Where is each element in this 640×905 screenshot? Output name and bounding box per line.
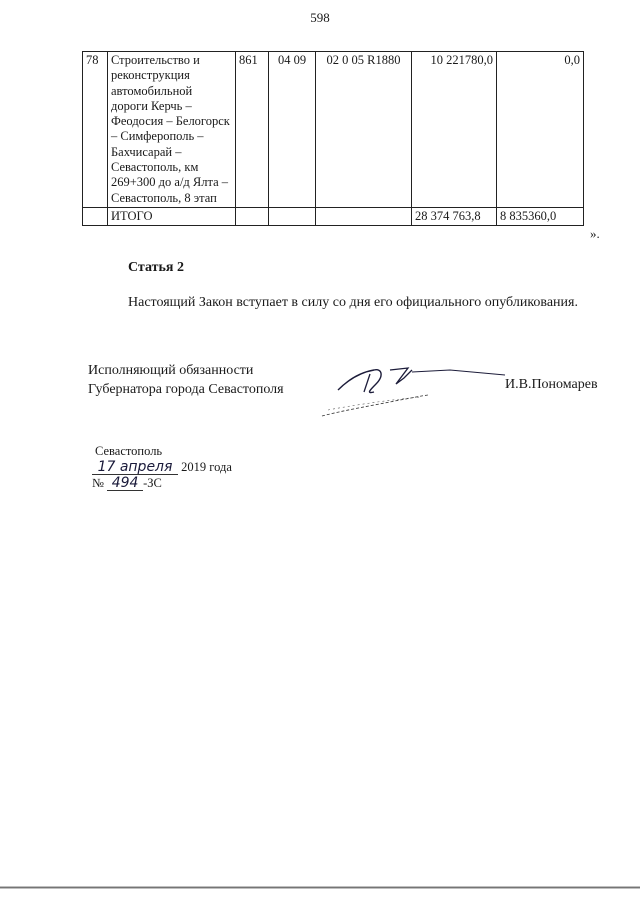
row-sum-2: 0,0 — [497, 52, 584, 208]
date-handwritten: 17 апреля — [92, 460, 178, 475]
row-ministry-code: 861 — [236, 52, 269, 208]
signatory-title-line: Губернатора города Севастополя — [88, 382, 284, 397]
number-handwritten: 494 — [107, 476, 143, 491]
row-sum-1: 10 221780,0 — [412, 52, 497, 208]
table-row — [83, 52, 584, 208]
budget-table — [82, 51, 584, 226]
signatory-title — [88, 361, 284, 399]
handwritten-signature — [300, 350, 510, 425]
row-name-line: Севастополь, км — [111, 160, 199, 175]
article-text: Настоящий Закон вступает в силу со дня его официального опубликования. — [128, 295, 578, 310]
total-sum-2: 8 835360,0 — [497, 207, 584, 225]
row-name-line: Севастополь, 8 этап — [111, 190, 217, 205]
scan-edge-noise — [0, 884, 640, 892]
row-name-line: реконструкция — [111, 68, 190, 83]
total-sum-1: 28 374 763,8 — [412, 207, 497, 225]
row-number: 78 — [83, 52, 108, 208]
row-name-line: Бахчисарай – — [111, 144, 182, 159]
row-name-line: Строительство и — [111, 53, 200, 67]
page-number: 598 — [310, 10, 330, 25]
place-of-signing: Севастополь — [95, 444, 163, 458]
row-name-line: 269+300 до а/д Ялта – — [111, 175, 229, 190]
row-name — [108, 52, 236, 208]
row-name-line: – Симферополь – — [111, 129, 204, 144]
signatory-title-line: Исполняющий обязанности — [88, 363, 254, 378]
row-target-code: 02 0 05 R1880 — [316, 52, 412, 208]
law-date — [92, 460, 232, 475]
row-section: 04 09 — [269, 52, 316, 208]
number-suffix: -ЗС — [143, 476, 162, 490]
law-number — [92, 476, 162, 491]
year-suffix: 2019 года — [181, 460, 232, 474]
row-name-line: дороги Керчь – — [111, 98, 192, 113]
closing-quote: ». — [590, 226, 600, 241]
signatory-name: И.В.Пономарев — [505, 377, 598, 392]
article-title: Статья 2 — [128, 260, 184, 275]
total-label: ИТОГО — [108, 207, 236, 225]
row-name-line: Феодосия – Белогорск — [111, 114, 230, 129]
row-name-line: автомобильной — [111, 83, 193, 98]
number-prefix: № — [92, 476, 104, 490]
table-total-row — [83, 207, 584, 225]
